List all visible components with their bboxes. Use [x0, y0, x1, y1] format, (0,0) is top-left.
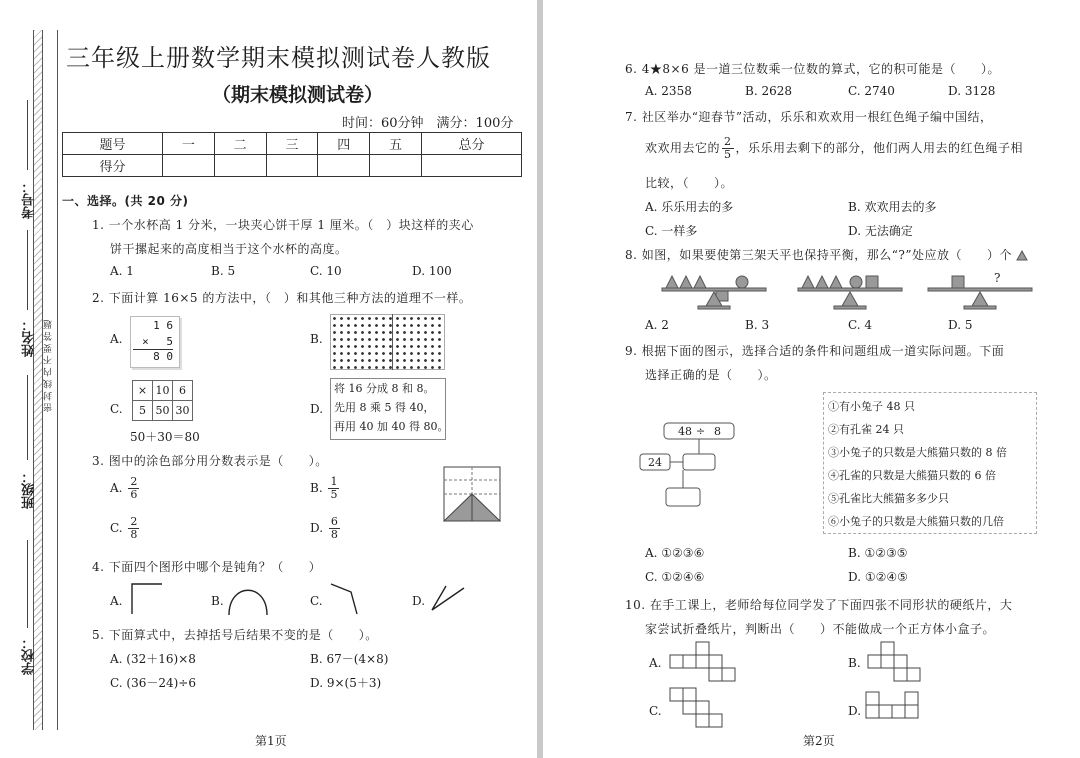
q7-text: 比较，（ ）。 [645, 176, 734, 190]
xingming-line [27, 230, 28, 310]
q10-option-c[interactable]: C. [649, 704, 662, 718]
diagram-box-24: 24 [648, 456, 662, 469]
numerator: 2 [130, 515, 138, 528]
score-cell[interactable] [266, 155, 318, 177]
q1-option-b[interactable]: B. 5 [211, 264, 236, 278]
score-cell[interactable] [162, 155, 214, 177]
q8-option-d[interactable]: D. 5 [948, 318, 973, 332]
dot-array [330, 314, 445, 370]
q3-option-d[interactable] [310, 516, 342, 541]
dot-array-divider [392, 314, 393, 370]
diagram-box-8: 8 [714, 425, 721, 438]
q8-option-c[interactable]: C. 4 [848, 318, 873, 332]
label-banji: 班级： [22, 470, 37, 509]
q5-option-c[interactable]: C. (36－24)÷6 [110, 676, 196, 690]
score-header: 一 [162, 133, 214, 155]
score-table [62, 132, 522, 177]
page-number: 第2页 [803, 734, 835, 748]
section-title: 一、选择。(共 20 分) [62, 194, 189, 208]
q10-option-d[interactable]: D. [848, 704, 862, 718]
q9-option-c[interactable]: C. ①②④⑥ [645, 570, 705, 584]
q5-option-d[interactable]: D. 9×(5＋3) [310, 676, 382, 690]
q2-option-c[interactable]: C. [110, 402, 123, 416]
q1-option-c[interactable]: C. 10 [310, 264, 342, 278]
binding-line [57, 30, 58, 730]
q6-option-b[interactable]: B. 2628 [745, 84, 792, 98]
numerator: 2 [724, 135, 732, 148]
condition-item: ④孔雀的只数是大熊猫只数的 6 倍 [828, 469, 996, 482]
q9-option-a[interactable]: A. ①②③⑥ [645, 546, 705, 560]
q5-text: 5. 下面算式中，去掉括号后结果不变的是（ ）。 [92, 628, 378, 642]
balance-3 [928, 276, 1032, 309]
mt-cell: 30 [173, 401, 193, 421]
denominator: 8 [330, 528, 338, 541]
q1-text: 饼干摞起来的高度相当于这个水杯的高度。 [110, 242, 348, 256]
q8-line: 8. 如图，如果要使第三架天平也保持平衡，那么“?”处应放（ ）个 [625, 248, 1012, 262]
exam-page-1 [0, 0, 537, 758]
q1-text: 1. 一个水杯高 1 分米，一块夹心饼干厚 1 厘米。（ ）块这样的夹心 [92, 218, 474, 232]
diagram-box-48: 48 [678, 425, 692, 438]
q10-text: 10. 在手工课上，老师给每位同学发了下面四张不同形状的硬纸片，大 [625, 598, 1013, 612]
mt-cell: 6 [173, 381, 193, 401]
q7-option-c[interactable]: C. 一样多 [645, 224, 698, 238]
arc-shape [225, 580, 271, 616]
denominator: 8 [130, 528, 138, 541]
right-angle-shape [126, 580, 166, 616]
q7-text-line2 [645, 136, 1023, 161]
q2-option-b[interactable]: B. [310, 332, 323, 346]
q3-d-label: D. [310, 521, 324, 535]
q2-option-a[interactable]: A. [110, 332, 123, 346]
score-header: 题号 [63, 133, 163, 155]
d-method-box [330, 378, 449, 440]
fraction [128, 476, 139, 501]
q3-a-label: A. [110, 481, 123, 495]
q4-option-a[interactable]: A. [110, 594, 123, 608]
q4-text: 4. 下面四个图形中哪个是钝角？（ ） [92, 560, 322, 574]
q8-text [625, 246, 1028, 263]
mt-cell: 5 [133, 401, 153, 421]
cube-net-b [867, 640, 927, 686]
condition-item: ③小兔子的只数是大熊猫只数的 8 倍 [828, 446, 1007, 459]
denominator: 5 [330, 488, 338, 501]
q1-option-d[interactable]: D. 100 [412, 264, 452, 278]
exam-title: 三年级上册数学期末模拟测试卷人教版 [66, 44, 491, 72]
score-cell[interactable] [370, 155, 422, 177]
score-cell[interactable] [318, 155, 370, 177]
q7-option-b[interactable]: B. 欢欢用去的多 [848, 200, 937, 214]
q3-text: 3. 图中的涂色部分用分数表示是（ ）。 [92, 454, 328, 468]
cube-net-d [865, 690, 927, 724]
balance-1 [662, 276, 766, 309]
balance-qmark: ? [994, 271, 1001, 285]
balance-2 [798, 276, 902, 309]
q9-option-b[interactable]: B. ①②③⑤ [848, 546, 908, 560]
q8-option-a[interactable]: A. 2 [645, 318, 669, 332]
c-sum: 50＋30＝80 [130, 430, 200, 444]
banji-line [27, 375, 28, 460]
vm-line: × 5 [133, 333, 173, 350]
kaohao-line [27, 100, 28, 170]
fraction [722, 136, 734, 161]
score-header: 总分 [422, 133, 522, 155]
vm-line: 1 6 [153, 319, 173, 332]
acute-angle-shape [428, 582, 468, 616]
q9-option-d[interactable]: D. ①②④⑤ [848, 570, 908, 584]
q9-text: 9. 根据下面的图示，选择合适的条件和问题组成一道实际问题。下面 [625, 344, 1005, 358]
cube-net-a [669, 640, 739, 684]
label-kaohao: 考号： [22, 180, 37, 219]
denominator: 6 [130, 488, 138, 501]
q4-option-d[interactable]: D. [412, 594, 426, 608]
q3-option-c[interactable] [110, 516, 141, 541]
q7-option-d[interactable]: D. 无法确定 [848, 224, 913, 238]
fraction [328, 476, 339, 501]
condition-item: ⑥小兔子的只数是大熊猫只数的几倍 [828, 515, 1004, 528]
xuexiao-line [27, 540, 28, 628]
score-header: 五 [370, 133, 422, 155]
q2-option-d[interactable]: D. [310, 402, 324, 416]
fraction [329, 516, 340, 541]
q3-option-b[interactable] [310, 476, 341, 501]
q3-option-a[interactable] [110, 476, 141, 501]
q5-option-a[interactable]: A. (32＋16)×8 [110, 652, 196, 666]
mt-cell: 50 [153, 401, 173, 421]
conditions-box [823, 392, 1037, 534]
q2-text: 2. 下面计算 16×5 的方法中，（ ）和其他三种方法的道理不一样。 [92, 291, 472, 305]
balance-scales-figure [658, 268, 1058, 312]
score-cell[interactable] [422, 155, 522, 177]
q7-part: ，乐乐用去剩下的部分，他们两人用去的红色绳子相 [735, 141, 1024, 155]
time-info: 时间：60分钟 满分：100分 [342, 116, 514, 131]
condition-item: ⑤孔雀比大熊猫多多少只 [828, 492, 949, 505]
triangle-icon [1016, 250, 1028, 261]
q6-text: 6. 4★8×6 是一道三位数乘一位数的算式，它的积可能是（ ）。 [625, 62, 1001, 76]
exam-subtitle: （期末模拟测试卷） [212, 84, 384, 106]
score-label: 得分 [63, 155, 163, 177]
d-line: 将 16 分成 8 和 8。 [334, 382, 435, 395]
q6-option-c[interactable]: C. 2740 [848, 84, 895, 98]
q6-option-a[interactable]: A. 2358 [645, 84, 692, 98]
q3-c-label: C. [110, 521, 123, 535]
q10-option-b[interactable]: B. [848, 656, 861, 670]
page-number: 第1页 [255, 734, 287, 748]
q9-text: 选择正确的是（ ）。 [645, 368, 777, 382]
q6-option-d[interactable]: D. 3128 [948, 84, 996, 98]
multiplication-table [132, 380, 193, 421]
q7-part: 欢欢用去它的 [645, 141, 721, 155]
q5-option-b[interactable]: B. 67－(4×8) [310, 652, 389, 666]
numerator: 1 [330, 475, 338, 488]
numerator: 2 [130, 475, 138, 488]
vm-line: 8 0 [153, 350, 173, 363]
score-cell[interactable] [214, 155, 266, 177]
q10-option-a[interactable]: A. [649, 656, 662, 670]
condition-item: ②有孔雀 24 只 [828, 423, 904, 436]
problem-structure-diagram [638, 418, 748, 514]
q4-option-c[interactable]: C. [310, 594, 323, 608]
cube-net-c [669, 686, 729, 732]
q3-b-label: B. [310, 481, 323, 495]
score-header: 二 [214, 133, 266, 155]
q4-option-b[interactable]: B. [211, 594, 224, 608]
shaded-square-figure [443, 466, 501, 522]
vertical-multiplication [130, 316, 180, 368]
fraction [128, 516, 139, 541]
q10-text: 家尝试折叠纸片，判断出（ ）不能做成一个正方体小盒子。 [645, 622, 996, 636]
denominator: 5 [724, 148, 732, 161]
label-xingming: 姓名： [22, 318, 37, 357]
mt-cell: 10 [153, 381, 173, 401]
mt-cell: × [133, 381, 153, 401]
exam-page-2 [543, 0, 1080, 758]
seal-text: 密 封 线 内 不 要 答 题 [44, 320, 54, 413]
q8-option-b[interactable]: B. 3 [745, 318, 770, 332]
obtuse-angle-shape [325, 580, 365, 616]
q7-option-a[interactable]: A. 乐乐用去的多 [645, 200, 734, 214]
condition-item: ①有小兔子 48 只 [828, 400, 915, 413]
label-xuexiao: 学校： [22, 636, 37, 675]
score-header: 三 [266, 133, 318, 155]
numerator: 6 [330, 515, 338, 528]
q1-option-a[interactable]: A. 1 [110, 264, 134, 278]
d-line: 先用 8 乘 5 得 40， [334, 401, 435, 414]
diagram-op: ÷ [696, 425, 706, 438]
q7-text: 7. 社区举办“迎春节”活动，乐乐和欢欢用一根红色绳子编中国结， [625, 110, 993, 124]
score-header: 四 [318, 133, 370, 155]
d-line: 再用 40 加 40 得 80。 [334, 420, 449, 433]
